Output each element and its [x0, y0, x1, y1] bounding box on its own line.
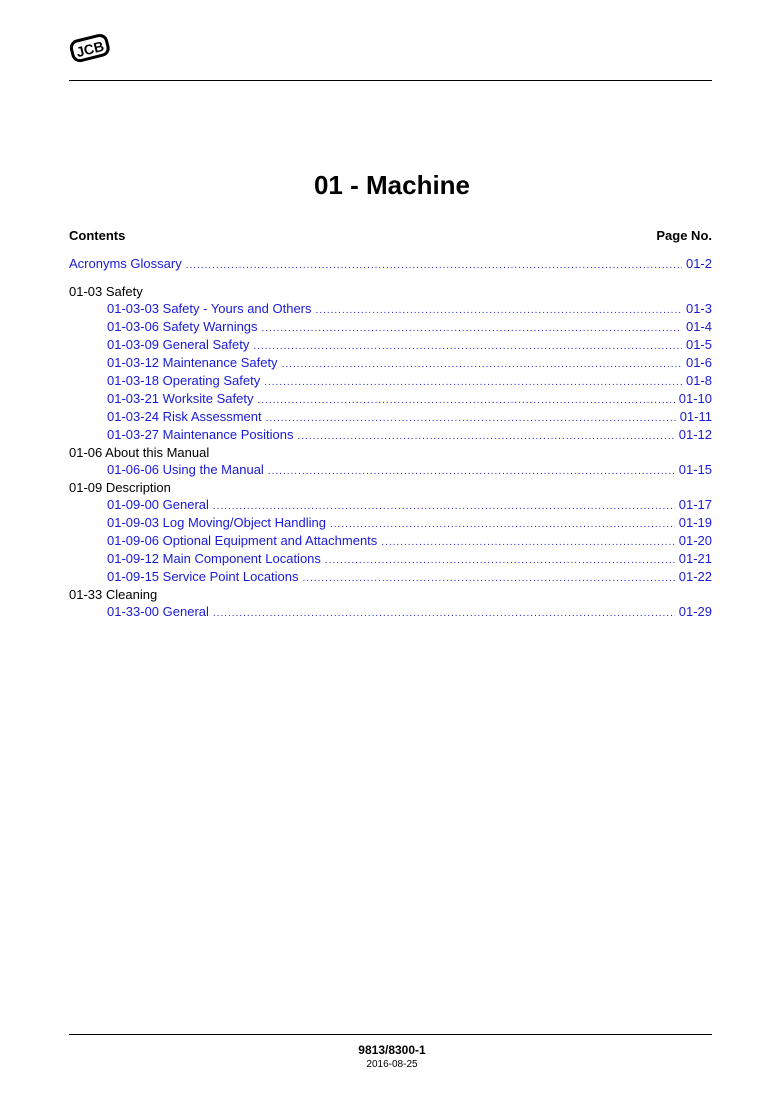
toc-entry-label: 01-03-06 Safety Warnings [107, 319, 258, 334]
dot-leader [282, 356, 682, 374]
toc-entry-page: 01-10 [678, 391, 712, 406]
dot-leader [213, 605, 675, 623]
toc-entry-label: 01-03-18 Operating Safety [107, 373, 261, 388]
section-title-text: 01-03 Safety [69, 284, 143, 299]
toc-entry-page: 01-15 [678, 462, 712, 477]
toc-entry-label: 01-03-24 Risk Assessment [107, 409, 262, 424]
dot-leader [186, 257, 682, 275]
dot-leader [257, 392, 674, 410]
dot-leader [266, 410, 676, 428]
toc-entry-page: 01-12 [678, 427, 712, 442]
toc-entry-label: 01-06-06 Using the Manual [107, 462, 264, 477]
toc-entry[interactable] [69, 336, 712, 354]
toc-entry-label: 01-09-03 Log Moving/Object Handling [107, 515, 326, 530]
toc-section-title [69, 479, 712, 496]
dot-leader [264, 374, 682, 392]
toc-entry-label: Acronyms Glossary [69, 256, 182, 271]
dot-leader [316, 302, 682, 320]
toc-entry-page: 01-17 [678, 497, 712, 512]
dot-leader [381, 534, 674, 552]
toc-entry-page: 01-8 [685, 373, 712, 388]
svg-text:JCB: JCB [74, 37, 106, 61]
toc-section-title [69, 283, 712, 300]
toc-entry[interactable] [69, 390, 712, 408]
toc-entry[interactable] [69, 532, 712, 550]
dot-leader [262, 320, 682, 338]
section-title-text: 01-09 Description [69, 480, 171, 495]
toc-entry[interactable] [69, 372, 712, 390]
toc-entry[interactable] [69, 514, 712, 532]
toc-entry-page: 01-3 [685, 301, 712, 316]
toc-entry-page: 01-2 [685, 256, 712, 271]
section-title-text: 01-33 Cleaning [69, 587, 158, 602]
toc-entry-page: 01-19 [678, 515, 712, 530]
toc-entry-label: 01-09-12 Main Component Locations [107, 551, 321, 566]
toc-entry-page: 01-11 [679, 409, 712, 424]
jcb-logo [68, 30, 112, 68]
toc-entry-label: 01-09-06 Optional Equipment and Attachments [107, 533, 378, 548]
toc-entry[interactable] [69, 354, 712, 372]
toc-entry[interactable] [69, 300, 712, 318]
toc-entry[interactable] [69, 461, 712, 479]
toc-entry-label: 01-03-21 Worksite Safety [107, 391, 254, 406]
toc-entry-label: 01-03-03 Safety - Yours and Others [107, 301, 312, 316]
toc-entry[interactable] [69, 426, 712, 444]
page-title: 01 - Machine [313, 170, 471, 200]
toc-entry-page: 01-5 [685, 337, 712, 352]
toc-entry[interactable] [69, 318, 712, 336]
toc-entry[interactable] [69, 496, 712, 514]
toc-entry-label: 01-09-00 General [107, 497, 209, 512]
toc-entry[interactable] [69, 603, 712, 621]
toc-entry-page: 01-4 [685, 319, 712, 334]
toc-entry-label: 01-33-00 General [107, 604, 209, 619]
header-rule [69, 80, 712, 81]
dot-leader [325, 552, 675, 570]
toc-entry-label: 01-09-15 Service Point Locations [107, 569, 299, 584]
table-of-contents [69, 255, 712, 621]
toc-section-title [69, 444, 712, 461]
section-title-text: 01-06 About this Manual [69, 445, 210, 460]
toc-entry[interactable] [69, 568, 712, 586]
toc-entry-page: 01-29 [678, 604, 712, 619]
toc-entry[interactable] [69, 550, 712, 568]
toc-entry-page: 01-22 [678, 569, 712, 584]
document-date: 2016-08-25 [366, 1059, 418, 1070]
dot-leader [253, 338, 682, 356]
toc-section-title [69, 586, 712, 603]
document-number: 9813/8300-1 [358, 1043, 426, 1057]
dot-leader [330, 516, 675, 534]
dot-leader [297, 428, 674, 446]
toc-entry-acronyms-glossary[interactable] [69, 255, 712, 273]
toc-entry-label: 01-03-09 General Safety [107, 337, 250, 352]
toc-header [69, 228, 712, 243]
dot-leader [303, 570, 675, 588]
toc-entry-page: 01-6 [685, 355, 712, 370]
page-number-heading: Page No. [656, 228, 712, 243]
contents-heading: Contents [69, 228, 126, 243]
dot-leader [268, 463, 675, 481]
toc-entry-page: 01-21 [678, 551, 712, 566]
toc-entry-page: 01-20 [678, 533, 712, 548]
toc-entry-label: 01-03-27 Maintenance Positions [107, 427, 294, 442]
toc-entry-label: 01-03-12 Maintenance Safety [107, 355, 278, 370]
footer-rule [69, 1034, 712, 1035]
toc-entry[interactable] [69, 408, 712, 426]
